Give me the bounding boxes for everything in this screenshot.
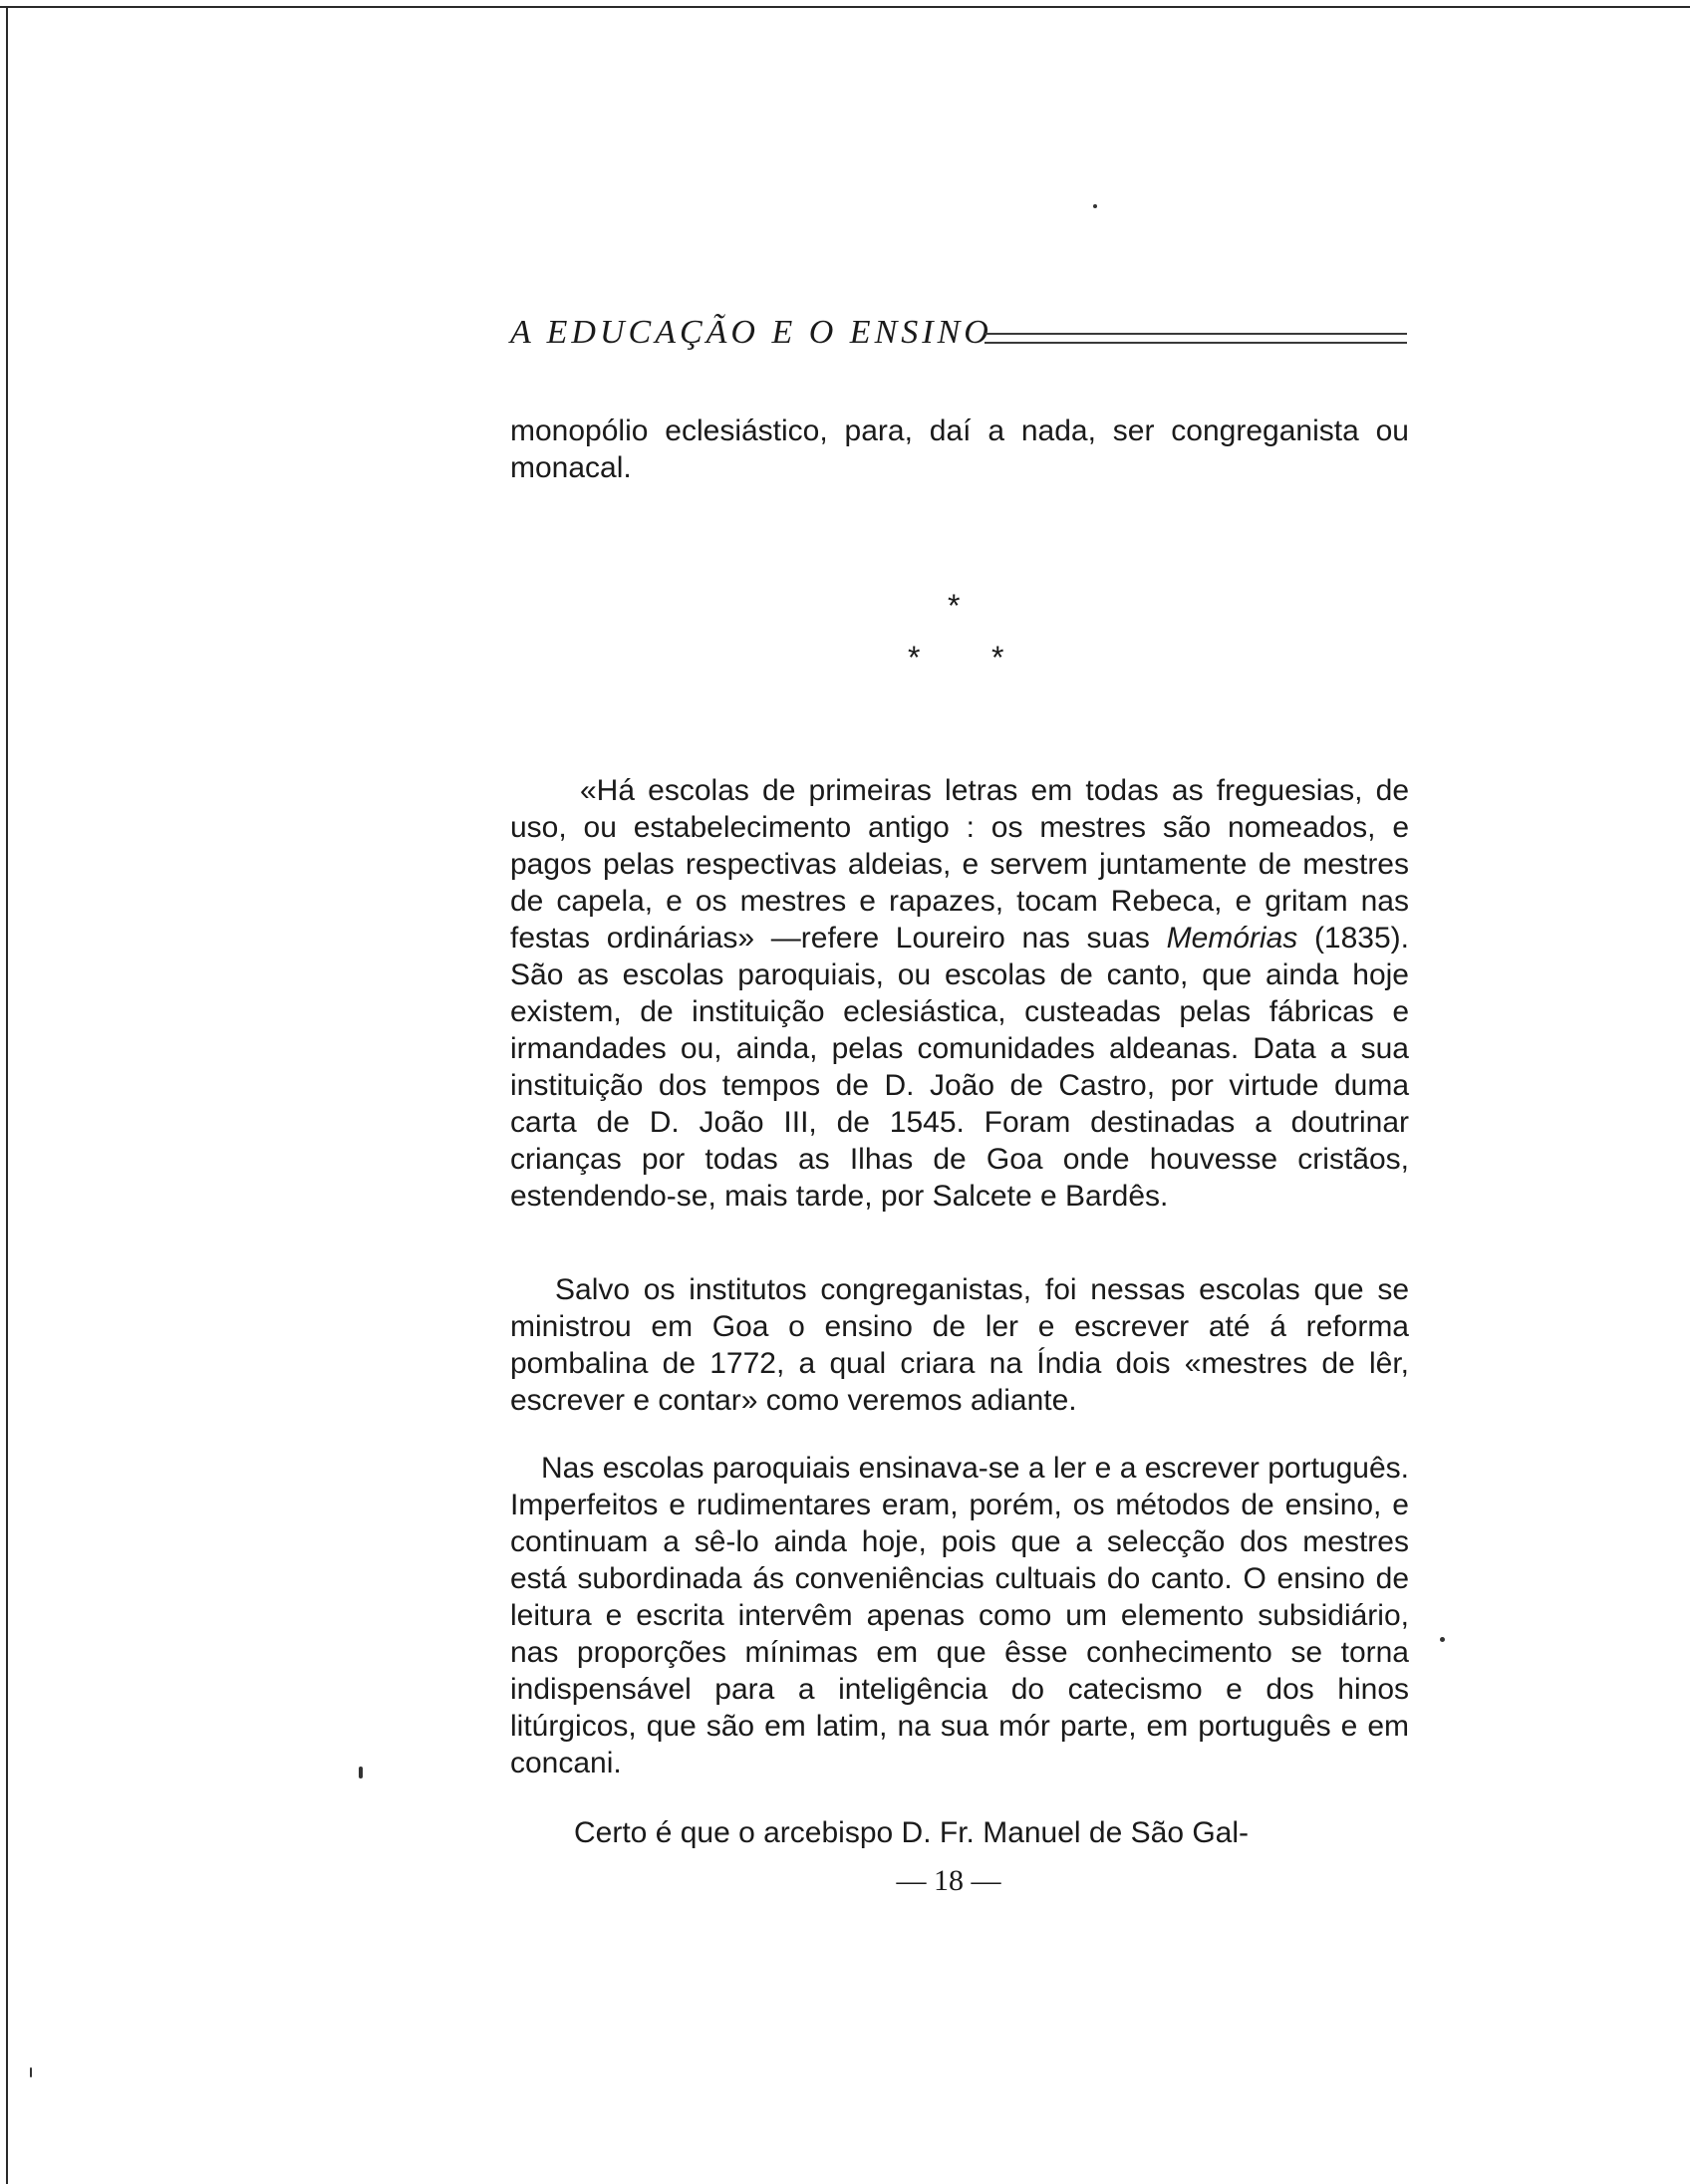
scan-speck xyxy=(30,2067,32,2077)
asterism-star-left: * xyxy=(908,640,921,676)
page-number: — 18 — xyxy=(896,1864,1001,1897)
paragraph-continuation: monopólio eclesiástico, para, daí a nada, ser congreganista ou monacal. xyxy=(510,414,1409,484)
running-header xyxy=(510,311,1407,355)
quote-text-after: (1835). São as escolas paroquiais, ou escolas de canto, que ainda hoje existem, de instituição eclesiástica, custeadas pelas fábricas e irmandades ou, ainda, pelas comunidades aldeanas. Data a sua instituição dos tempos de D. João de Castro, por virtude duma carta de D. João III, de 1545. Foram destinadas a doutrinar crianças por todas as Ilhas de Goa onde houvesse cristãos, estendendo-se, mais tarde, por Salcete e Bardês. xyxy=(510,922,1409,1213)
page-top-edge xyxy=(0,6,1690,8)
paragraph-certo: Certo é que o arcebispo D. Fr. Manuel de São Gal- xyxy=(574,1816,1250,1849)
scan-speck xyxy=(1440,1637,1445,1642)
paragraph-salvo: Salvo os institutos congreganistas, foi nessas escolas que se ministrou em Goa o ensino de ler e escrever até á reforma pombalina de 1772, a qual criara na Índia dois «mestres de lêr, escrever e contar» como veremos adiante. xyxy=(510,1273,1409,1417)
asterism-star-right: * xyxy=(991,640,1004,676)
header-title: A EDUCAÇÃO E O ENSINO xyxy=(510,314,992,351)
scan-speck xyxy=(359,1767,363,1778)
page-left-edge xyxy=(6,6,8,2184)
scan-speck xyxy=(1093,204,1097,208)
quote-book-title: Memórias xyxy=(1166,922,1298,955)
paragraph-quote xyxy=(510,772,1409,1215)
header-double-rule xyxy=(985,333,1407,344)
quote-text-before: «Há escolas de primeiras letras em todas as freguesias, de uso, ou estabelecimento antigo : os mestres são nomeados, e pagos pelas respectivas aldeias, e servem juntamente de mestres de capela, e os mestres e rapazes, tocam Rebeca, e gritam nas festas ordinárias» —refere Loureiro nas suas xyxy=(510,774,1409,955)
asterism-star-top: * xyxy=(948,588,961,624)
paragraph-nas: Nas escolas paroquiais ensinava-se a ler e a escrever português. Imperfeitos e rudimentares eram, porém, os métodos de ensino, e continuam a sê-lo ainda hoje, pois que a selecção dos mestres está subordinada ás conveniências cultuais do canto. O ensino de leitura e escrita intervêm apenas como um elemento subsidiário, nas proporções mínimas em que êsse conhecimento se torna indispensável para a inteligência do catecismo e dos hinos litúrgicos, que são em latim, na sua mór parte, em português e em concani. xyxy=(510,1452,1409,1779)
